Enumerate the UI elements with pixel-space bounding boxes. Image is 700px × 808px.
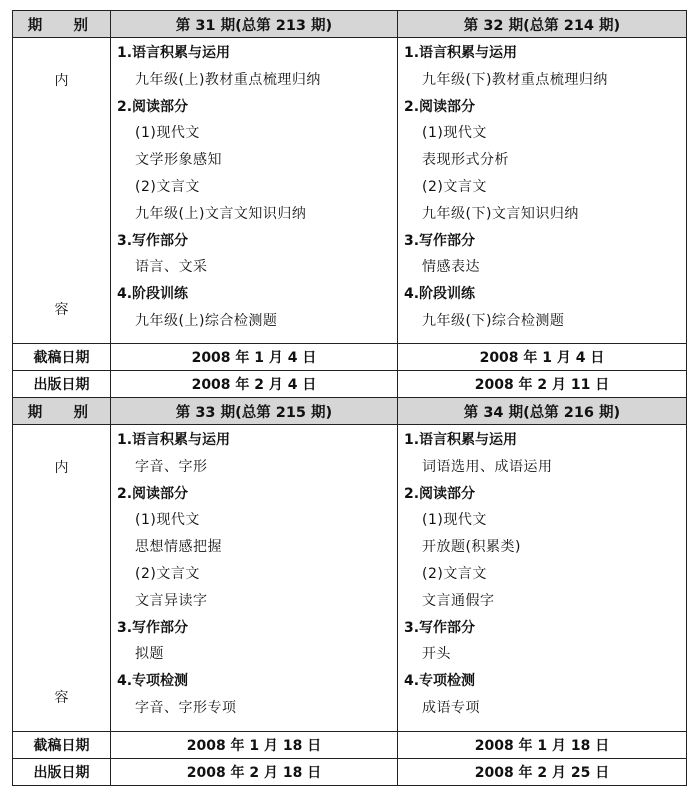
publish-label: 出版日期	[13, 759, 111, 786]
topic-line: (2)文言文	[135, 178, 200, 195]
content-row	[13, 38, 687, 344]
topic-line: 情感表达	[422, 259, 480, 276]
issue-33-title: 第 33 期(总第 215 期)	[111, 398, 398, 425]
publish-row	[13, 759, 687, 786]
content-label-char-1: 内	[54, 73, 69, 89]
issue-32-deadline: 2008 年 1 月 4 日	[398, 344, 687, 371]
deadline-label: 截稿日期	[13, 344, 111, 371]
topic-line: (2)文言文	[422, 565, 487, 582]
topic-line: 九年级(下)文言知识归纳	[422, 205, 579, 222]
content-side-label	[13, 425, 111, 732]
topic-line: 文学形象感知	[135, 152, 222, 169]
section-heading: 2.阅读部分	[117, 485, 189, 502]
issue-31-deadline: 2008 年 1 月 4 日	[111, 344, 398, 371]
topic-line: 九年级(上)综合检测题	[135, 312, 278, 329]
topic-line: 九年级(上)文言文知识归纳	[135, 205, 307, 222]
topic-line: 开头	[422, 646, 451, 663]
section-heading: 4.阶段训练	[404, 286, 476, 303]
topic-line: (1)现代文	[135, 512, 200, 529]
topic-line: 拟题	[135, 646, 164, 663]
section-heading: 2.阅读部分	[404, 98, 476, 115]
topic-line: 文言异读字	[135, 592, 208, 609]
issue-header-row	[13, 398, 687, 425]
topic-line: 成语专项	[422, 699, 480, 716]
section-heading: 4.专项检测	[117, 673, 189, 690]
topic-line: 文言通假字	[422, 592, 495, 609]
section-heading: 4.阶段训练	[117, 286, 189, 303]
section-heading: 2.阅读部分	[404, 485, 476, 502]
deadline-label: 截稿日期	[13, 732, 111, 759]
issue-33-content	[111, 425, 398, 732]
section-heading: 3.写作部分	[117, 232, 189, 249]
topic-line: 字音、字形	[135, 458, 208, 475]
issue-31-content	[111, 38, 398, 344]
content-label-char-2: 容	[54, 690, 69, 706]
topic-line: (1)现代文	[422, 512, 487, 529]
content-row	[13, 425, 687, 732]
content-side-label	[13, 38, 111, 344]
section-heading: 3.写作部分	[404, 619, 476, 636]
deadline-row	[13, 344, 687, 371]
section-heading: 2.阅读部分	[117, 98, 189, 115]
topic-line: (2)文言文	[422, 178, 487, 195]
section-heading: 4.专项检测	[404, 673, 476, 690]
topic-line: (2)文言文	[135, 565, 200, 582]
issue-33-publish: 2008 年 2 月 18 日	[111, 759, 398, 786]
content-label-char-1: 内	[54, 460, 69, 476]
topic-line: 字音、字形专项	[135, 699, 237, 716]
issue-32-content	[398, 38, 687, 344]
deadline-row	[13, 732, 687, 759]
topic-line: 表现形式分析	[422, 152, 509, 169]
topic-line: (1)现代文	[422, 125, 487, 142]
section-heading: 3.写作部分	[117, 619, 189, 636]
issue-31-title: 第 31 期(总第 213 期)	[111, 11, 398, 38]
section-heading: 1.语言积累与运用	[117, 45, 231, 61]
section-heading: 3.写作部分	[404, 232, 476, 249]
issue-34-deadline: 2008 年 1 月 18 日	[398, 732, 687, 759]
topic-line: 九年级(下)教材重点梳理归纳	[422, 71, 608, 88]
issue-32-title: 第 32 期(总第 214 期)	[398, 11, 687, 38]
section-heading: 1.语言积累与运用	[117, 432, 231, 448]
section-heading: 1.语言积累与运用	[404, 45, 518, 61]
topic-line: 九年级(下)综合检测题	[422, 312, 565, 329]
content-label-char-2: 容	[54, 302, 69, 318]
issue-label: 期 别	[13, 398, 111, 425]
issue-31-publish: 2008 年 2 月 4 日	[111, 371, 398, 398]
publish-row	[13, 371, 687, 398]
issue-34-publish: 2008 年 2 月 25 日	[398, 759, 687, 786]
topic-line: 词语选用、成语运用	[422, 458, 553, 475]
issue-34-title: 第 34 期(总第 216 期)	[398, 398, 687, 425]
topic-line: 语言、文采	[135, 259, 208, 276]
section-heading: 1.语言积累与运用	[404, 432, 518, 448]
topic-line: 九年级(上)教材重点梳理归纳	[135, 71, 321, 88]
issue-label: 期 别	[13, 11, 111, 38]
topic-line: 开放题(积累类)	[422, 539, 521, 556]
schedule-table	[12, 10, 687, 786]
topic-line: (1)现代文	[135, 125, 200, 142]
issue-34-content	[398, 425, 687, 732]
issue-32-publish: 2008 年 2 月 11 日	[398, 371, 687, 398]
publish-label: 出版日期	[13, 371, 111, 398]
issue-header-row	[13, 11, 687, 38]
issue-33-deadline: 2008 年 1 月 18 日	[111, 732, 398, 759]
topic-line: 思想情感把握	[135, 539, 222, 556]
